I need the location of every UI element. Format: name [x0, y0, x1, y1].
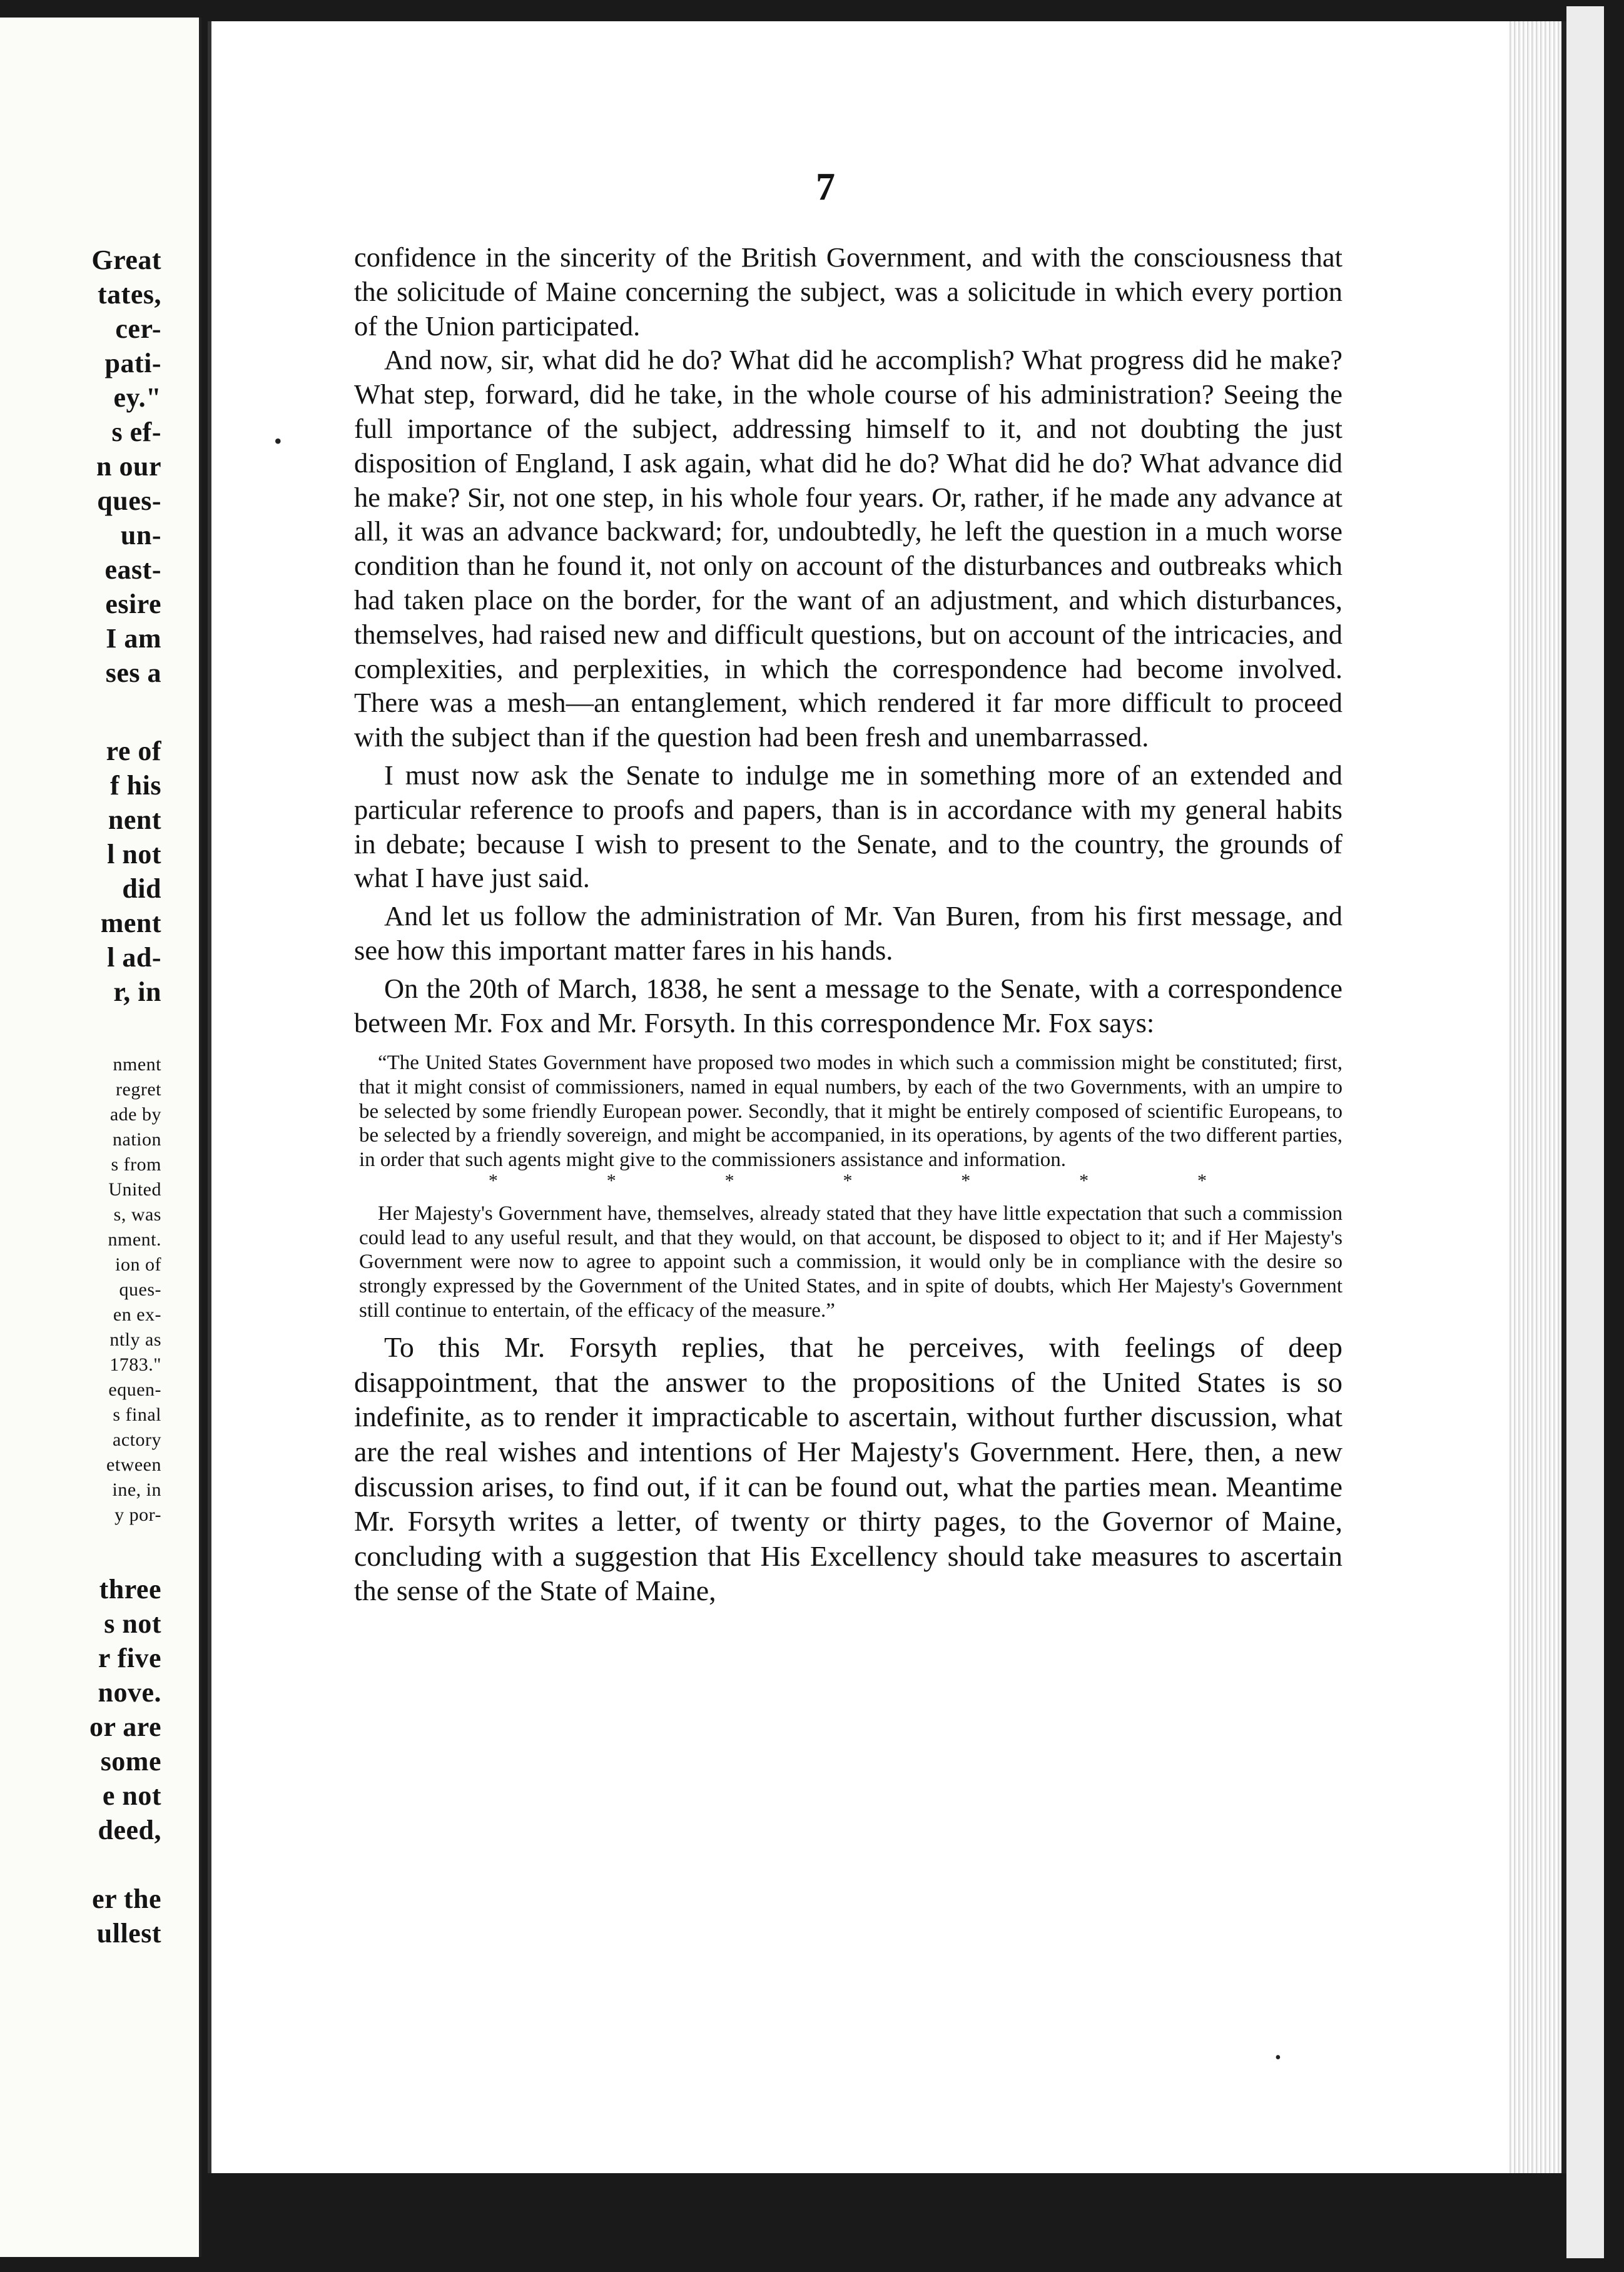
- left-page-text-fragment: ullest: [96, 1918, 161, 1949]
- left-page-text-fragment: ques-: [97, 485, 161, 516]
- left-page-text-fragment: ques-: [119, 1279, 161, 1300]
- ink-speck: •: [1275, 2048, 1281, 2067]
- quote-paragraph-1: “The United States Government have proposed two modes in which such a commission might be constituted; first, that it might consist of commissioners, named in equal numbers, by each of the two Governments, with an umpire to be selected by some friendly European power. Secondly, that it might be entirely composed of scientific Europeans, to be selected by a friendly sovereign, and might be accompanied, in its operations, by agents of the two different parties, in order that such agents might give to the commissioners assistance and information.: [359, 1052, 1342, 1171]
- left-page-text-fragment: ment: [100, 908, 161, 938]
- left-page-text-fragment: r five: [98, 1643, 161, 1673]
- body-text: [354, 240, 1342, 1608]
- paragraph-2: And now, sir, what did he do? What did he accomplish? What progress did he make? What step, forward, did he take, in the whole course of his administration? Seeing the full importance of the subject, addressing himself to it, and not doubting the just disposition of England, I ask again, what did he do? What did he do? What advance did he make? Sir, not one step, in his whole four years. Or, rather, if he made any advance at all, it was an advance backward; for, undoubtedly, he left the question in a much worse condition than he found it, not only on account of the disturbances and outbreaks which had taken place on the border, for the want of an adjustment, and which disturbances, themselves, had raised new and difficult questions, but on account of the intricacies, and complexities, and perplexities, in which the correspondence had become involved. There was a mesh—an entanglement, which rendered it far more difficult to proceed with the subject than if the question had been fresh and unembarrassed.: [354, 344, 1342, 753]
- star-1: *: [488, 1170, 498, 1192]
- left-page-text-fragment: l ad-: [107, 942, 161, 973]
- left-page-text-fragment: pati-: [104, 348, 161, 378]
- left-page-text-fragment: un-: [120, 520, 161, 550]
- left-page-text-fragment: ey.": [113, 382, 161, 413]
- left-page-text-fragment: r, in: [113, 976, 161, 1007]
- left-page-text-fragment: actory: [113, 1429, 161, 1450]
- left-page-text-fragment: United: [108, 1179, 161, 1200]
- left-page-text-fragment: nment: [113, 1054, 161, 1075]
- ink-speck: •: [274, 429, 282, 454]
- paragraph-5: On the 20th of March, 1838, he sent a message to the Senate, with a correspondence between Mr. Fox and Mr. Forsyth. In this correspondence Mr. Fox says:: [354, 972, 1342, 1038]
- left-page-text-fragment: etween: [106, 1454, 161, 1475]
- star-5: *: [961, 1170, 971, 1192]
- left-page-text-fragment: f his: [110, 770, 161, 801]
- book-page-edges: [1508, 21, 1566, 2173]
- left-page-text-fragment: s final: [113, 1404, 161, 1425]
- block-quote: [354, 1051, 1342, 1322]
- left-page-text-fragment: s ef-: [111, 417, 161, 447]
- left-page-text-fragment: n our: [96, 451, 161, 482]
- left-page-text-fragment: ade by: [109, 1104, 161, 1125]
- left-page-text-fragment: Great: [91, 245, 161, 275]
- left-page-text-fragment: en ex-: [113, 1304, 161, 1325]
- left-page-text-fragment: ntly as: [109, 1329, 161, 1350]
- book-page: [208, 21, 1511, 2173]
- left-page-text-fragment: east-: [104, 554, 161, 585]
- left-page-text-fragment: cer-: [115, 313, 161, 344]
- left-page-text-fragment: deed,: [98, 1815, 161, 1845]
- left-page-text-fragment: did: [122, 873, 161, 904]
- star-7: *: [1197, 1170, 1207, 1192]
- left-page-text-fragment: l not: [107, 839, 161, 870]
- left-page-text-fragment: tates,: [98, 279, 161, 310]
- left-page-text-fragment: ses a: [105, 657, 161, 688]
- left-page-text-fragment: er the: [92, 1884, 161, 1914]
- left-page-text-fragment: esire: [105, 589, 161, 619]
- left-page-text-fragment: equen-: [108, 1379, 161, 1400]
- left-page-text-fragment: e not: [102, 1780, 161, 1811]
- left-page-text-fragment: I am: [106, 623, 161, 654]
- left-page-text-fragment: 1783.": [109, 1354, 161, 1375]
- paragraph-1: confidence in the sincerity of the British Government, and with the consciousness that the solicitude of Maine concerning the subject, was a solicitude in which every portion of the Union participated.: [354, 241, 1342, 342]
- star-6: *: [1079, 1170, 1089, 1192]
- left-page-text-fragment: s, was: [113, 1204, 161, 1225]
- star-3: *: [724, 1170, 734, 1192]
- left-page-text-fragment: nove.: [98, 1677, 161, 1708]
- left-page-text-fragment: nent: [108, 804, 161, 835]
- book-cover-edge: [1566, 6, 1604, 2258]
- star-4: *: [843, 1170, 853, 1192]
- left-page-text-fragment: s not: [104, 1608, 161, 1639]
- left-page-text-fragment: y por-: [114, 1504, 161, 1525]
- left-page-text-fragment: some: [100, 1746, 161, 1777]
- left-page-text-fragment: or are: [89, 1712, 161, 1742]
- paragraph-6: To this Mr. Forsyth replies, that he perceives, with feelings of deep disappointment, that the answer to the propositions of the United States is so indefinite, as to render it impracticable to ascertain, without further discussion, what are the real wishes and intentions of Her Majesty's Government. Here, then, a new discussion arises, to find out, if it can be found out, what the parties mean. Meantime Mr. Forsyth writes a letter, of twenty or thirty pages, to the Governor of Maine, concluding with a suggestion that His Excellency should take measures to ascertain the sense of the State of Maine,: [354, 1331, 1342, 1607]
- star-2: *: [606, 1170, 616, 1192]
- left-page-text-fragment: regret: [116, 1079, 161, 1100]
- ellipsis-stars: [359, 1170, 1342, 1192]
- left-page-fragment: [0, 18, 201, 2257]
- quote-paragraph-2: Her Majesty's Government have, themselves, already stated that they have little expectation that such a commission could lead to any useful result, and that they would, on that account, be disposed to object to it; and if Her Majesty's Government were now to agree to appoint such a commission, it would only be in compliance with the desire so strongly expressed by the Government of the United States, and in spite of doubts, which Her Majesty's Government still continue to entertain, of the efficacy of the measure.”: [359, 1202, 1342, 1322]
- paragraph-4: And let us follow the administration of Mr. Van Buren, from his first message, and see how this important matter fares in his hands.: [354, 900, 1342, 966]
- left-page-text-fragment: re of: [106, 736, 161, 766]
- left-page-text-fragment: ine, in: [112, 1479, 161, 1500]
- left-page-text-fragment: three: [99, 1574, 161, 1605]
- left-page-text-fragment: nment.: [108, 1229, 161, 1250]
- left-page-text-fragment: ion of: [115, 1254, 161, 1275]
- paragraph-3: I must now ask the Senate to indulge me in something more of an extended and particular reference to proofs and papers, than is in accordance with my general habits in debate; because I wish to present to the Senate, and to the country, the grounds of what I have just said.: [354, 759, 1342, 894]
- left-page-text-fragment: nation: [113, 1129, 161, 1150]
- left-page-text-fragment: s from: [111, 1154, 161, 1175]
- page-number: 7: [816, 166, 835, 208]
